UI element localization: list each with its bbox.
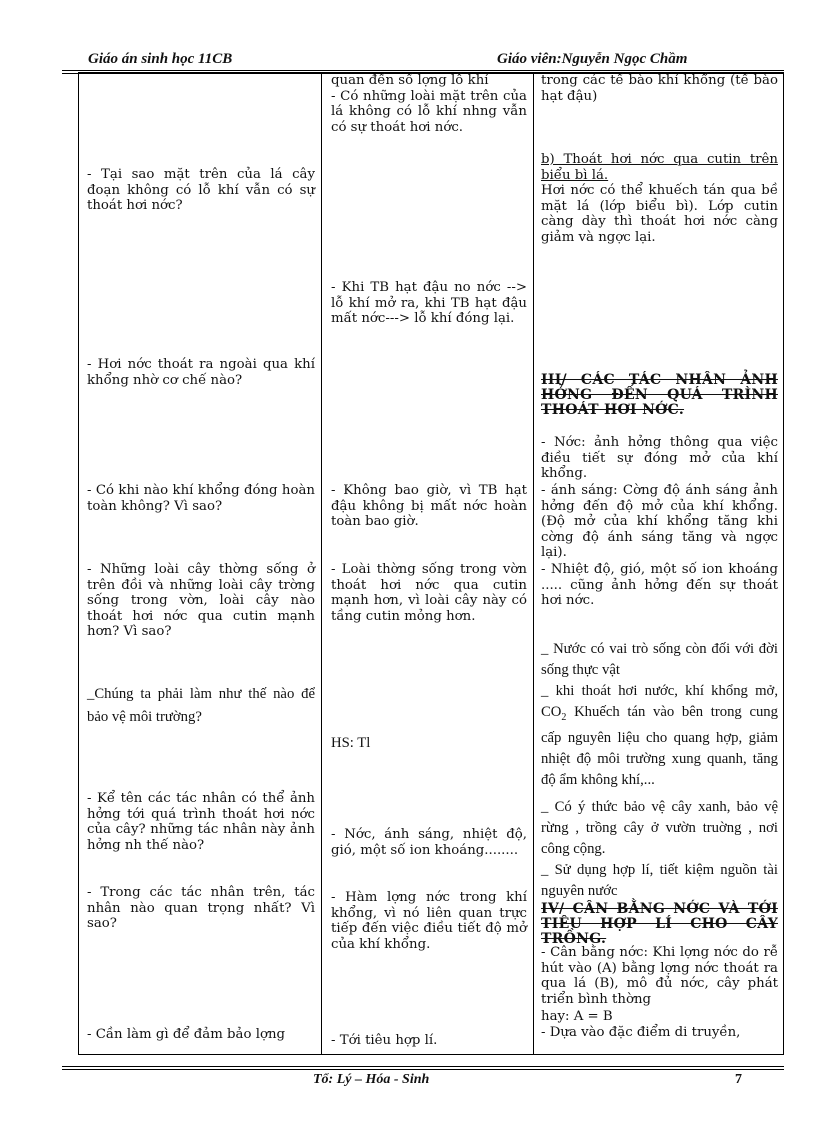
role-paragraph-2: _ khi thoát hơi nước, khí khổng mở, $CO_2$ Khuếch tán vào bên trong cung cấp nguyên liệu cho quang hợp, giảm nhiệt độ môi trường xung quanh, tăng độ ẩm không khí,... (541, 683, 778, 788)
factor-light: - ánh sáng: Cờng độ ánh sáng ảnh hởng đến độ mở của khí khổng. (Độ mở của khí khổng tăng khi cờng độ ánh sáng tăng và ngợc lại). (541, 483, 778, 560)
question-4: - Những loài cây thờng sống ở trên đồi và những loài cây trờng sống trong vờn, loài cây nào thoát hơi nớc qua cutin mạnh hơn? Vì sao? (87, 562, 315, 639)
header-subject: Giáo án sinh học 11CB (88, 51, 233, 67)
lesson-table (78, 72, 784, 1055)
answer-6: - Nớc, ánh sáng, nhiệt độ, gió, một số ion khoáng........ (331, 827, 527, 858)
answer-1: quan đến số lợng lỗ khí - Có những loài mặt trên của lá không có lỗ khí nhng vẫn có sự thoát hơi nớc. (331, 73, 527, 135)
question-6: - Kể tên các tác nhân có thể ảnh hởng tới quá trình thoát hơi nớc của cây? những tác nhân này ảnh hởng nh thế nào? (87, 791, 315, 853)
water-balance-text: - Cân bằng nớc: Khi lợng nớc do rễ hút vào (A) bằng lợng nớc thoát ra qua lá (B), mô đủ nớc, cây phát triển bình thờng (541, 945, 778, 1007)
header-teacher: Giáo viên:Nguyễn Ngọc Chầm (497, 51, 688, 67)
question-8: - Cần làm gì để đảm bảo lợng (87, 1027, 286, 1042)
role-paragraph-3: _ Có ý thức bảo vệ cây xanh, bảo vệ rừng , trồng cây ở vườn truờng , nơi công cộng. (541, 799, 778, 857)
section-b-title: b) Thoát hơi nớc qua cutin trên biểu bì lá. (541, 152, 778, 183)
water-balance-formula: hay: A = B (541, 1009, 613, 1024)
answer-5: HS: Tl (331, 735, 371, 751)
answer-2: - Khi TB hạt đậu no nớc --> lỗ khí mở ra, khi TB hạt đậu mất nớc---> lỗ khí đóng lại. (331, 280, 527, 326)
answer-3: - Không bao giờ, vì TB hạt đậu không bị mất nớc hoàn toàn bao giờ. (331, 483, 527, 529)
footer-rule (62, 1066, 784, 1067)
irrigation-text: - Dựa vào đặc điểm di truyền, (541, 1025, 741, 1040)
question-3: - Có khi nào khí khổng đóng hoàn toàn không? Vì sao? (87, 483, 315, 514)
footer-rule-thin (62, 1069, 784, 1070)
section-4-heading: IV/ CÂN BẰNG NỚC VÀ TỚI TIÊU HỢP LÍ CHO CÂY TRỒNG. (541, 901, 778, 947)
question-2: - Hơi nớc thoát ra ngoài qua khí khổng nhờ cơ chế nào? (87, 357, 315, 388)
factor-temperature: - Nhiệt độ, gió, một số ion khoáng ..... cũng ảnh hởng đến sự thoát hơi nớc. (541, 562, 778, 608)
factor-water: - Nớc: ảnh hởng thông qua việc điều tiết sự đóng mở của khí khổng. (541, 435, 778, 481)
page-number: 7 (735, 1072, 742, 1087)
answer-8: - Tới tiêu hợp lí. (331, 1033, 438, 1048)
footer-department: Tổ: Lý – Hóa - Sinh (313, 1072, 430, 1087)
question-1: - Tại sao mặt trên của lá cây đoạn không có lỗ khí vẫn có sự thoát hơi nớc? (87, 167, 315, 213)
section-3-heading: III/ CÁC TÁC NHÂN ẢNH HỞNG ĐẾN QUÁ TRÌNH THOÁT HƠI NỚC. (541, 372, 778, 418)
question-7: - Trong các tác nhân trên, tác nhân nào quan trọng nhất? Vì sao? (87, 885, 315, 931)
role-paragraph-1: _ Nước có vai trò sống còn đối với đời sống thực vật (541, 641, 778, 678)
question-5: _Chúng ta phải làm như thế nào để bảo vệ môi trường? (87, 686, 315, 725)
column-divider-1 (321, 73, 322, 1054)
header-rule (62, 70, 784, 71)
role-paragraph-4: _ Sử dụng hợp lí, tiết kiệm nguồn tài nguyên nước (541, 862, 778, 899)
column-divider-2 (533, 73, 534, 1054)
section-b-text: Hơi nớc có thể khuếch tán qua bề mặt lá (lớp biểu bì). Lớp cutin càng dày thì thoát hơi nớc càng giảm và ngợc lại. (541, 183, 778, 245)
answer-4: - Loài thờng sống trong vờn thoát hơi nớc qua cutin mạnh hơn, vì loài cây này có tầng cutin mỏng hơn. (331, 562, 527, 624)
answer-7: - Hàm lợng nớc trong khí khổng, vì nó liên quan trực tiếp đến việc điều tiết độ mở của khí khổng. (331, 890, 527, 952)
content-stomata-text: trong các tế bào khí khổng (tế bào hạt đậu) (541, 73, 778, 104)
